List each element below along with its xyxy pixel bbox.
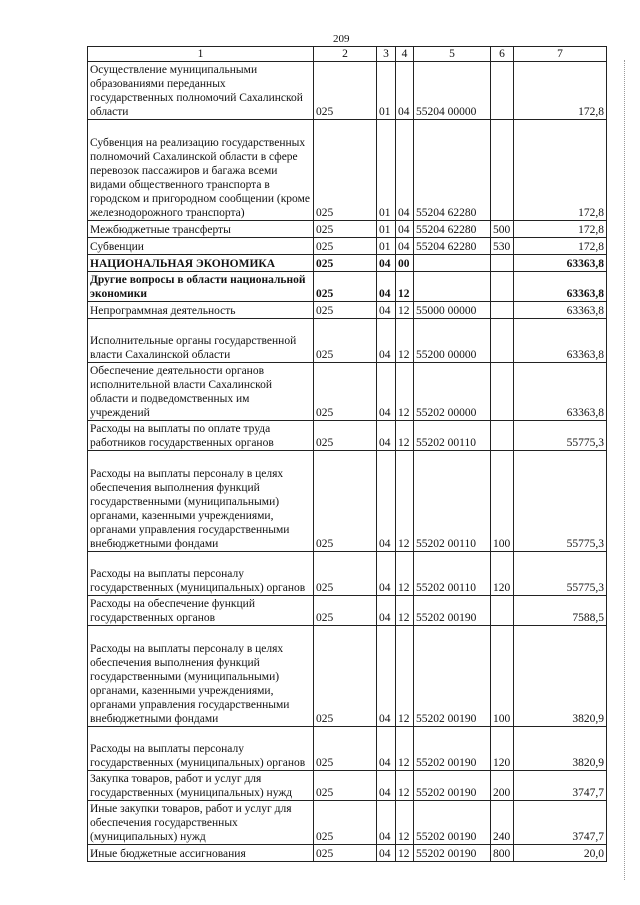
col-header-subsection: 4 [396,47,414,62]
cell-amount: 172,8 [514,238,607,255]
table-row [88,255,607,272]
cell-name: Расходы на обеспечение функций государственных органов [88,596,314,626]
table-row [88,120,607,221]
cell-ministry-code: 025 [314,319,377,363]
table-row [88,451,607,552]
cell-subsection: 12 [396,363,414,421]
table-row [88,801,607,845]
col-header-ministry: 2 [314,47,377,62]
cell-name: Другие вопросы в области национальной экономики [88,272,314,302]
cell-subsection: 12 [396,319,414,363]
cell-expense-type: 200 [491,771,514,801]
cell-name: Обеспечение деятельности органов исполнительной власти Сахалинской области и подведомственных им учреждений [88,363,314,421]
cell-amount: 172,8 [514,62,607,120]
cell-target-article: 55202 00190 [414,596,491,626]
col-header-name: 1 [88,47,314,62]
cell-ministry-code: 025 [314,221,377,238]
cell-name: Субвенция на реализацию государственных полномочий Сахалинской области в сфере перевозок пассажиров и багажа всеми видами общественного транспорта в городском и пригородном сообщении (кроме железнодорожного транспорта) [88,120,314,221]
cell-expense-type [491,421,514,451]
cell-amount: 63363,8 [514,272,607,302]
cell-ministry-code: 025 [314,255,377,272]
cell-section: 01 [377,62,396,120]
cell-subsection: 12 [396,727,414,771]
table-row [88,62,607,120]
table-row [88,363,607,421]
cell-subsection: 00 [396,255,414,272]
cell-amount: 63363,8 [514,302,607,319]
header-row [88,47,607,62]
cell-name: Субвенции [88,238,314,255]
cell-ministry-code: 025 [314,120,377,221]
cell-target-article: 55202 00190 [414,727,491,771]
table-row [88,596,607,626]
cell-section: 04 [377,272,396,302]
col-header-target-article: 5 [414,47,491,62]
cell-target-article: 55202 00110 [414,421,491,451]
cell-amount: 7588,5 [514,596,607,626]
cell-ministry-code: 025 [314,451,377,552]
cell-expense-type: 120 [491,552,514,596]
cell-subsection: 04 [396,62,414,120]
cell-ministry-code: 025 [314,771,377,801]
cell-subsection: 04 [396,120,414,221]
cell-ministry-code: 025 [314,552,377,596]
cell-subsection: 04 [396,221,414,238]
table-row [88,221,607,238]
cell-section: 04 [377,626,396,727]
cell-expense-type [491,319,514,363]
cell-target-article: 55202 00000 [414,363,491,421]
cell-ministry-code: 025 [314,272,377,302]
cell-subsection: 04 [396,238,414,255]
cell-target-article: 55202 00190 [414,801,491,845]
cell-subsection: 12 [396,801,414,845]
cell-target-article: 55000 00000 [414,302,491,319]
cell-subsection: 12 [396,626,414,727]
cell-section: 04 [377,552,396,596]
cell-amount: 3747,7 [514,771,607,801]
cell-target-article: 55204 62280 [414,120,491,221]
cell-subsection: 12 [396,552,414,596]
cell-target-article: 55202 00110 [414,451,491,552]
cell-amount: 55775,3 [514,552,607,596]
cell-expense-type: 100 [491,626,514,727]
cell-section: 04 [377,255,396,272]
cell-expense-type [491,255,514,272]
cell-amount: 3820,9 [514,727,607,771]
cell-amount: 3820,9 [514,626,607,727]
cell-section: 04 [377,727,396,771]
cell-name: Иные бюджетные ассигнования [88,845,314,862]
cell-section: 04 [377,302,396,319]
cell-section: 04 [377,771,396,801]
budget-table [87,46,607,862]
page-number: 209 [333,33,350,45]
cell-amount: 172,8 [514,120,607,221]
table-row [88,552,607,596]
cell-ministry-code: 025 [314,727,377,771]
cell-section: 04 [377,363,396,421]
cell-subsection: 12 [396,421,414,451]
cell-section: 04 [377,319,396,363]
cell-expense-type: 800 [491,845,514,862]
table-row [88,302,607,319]
cell-target-article: 55204 62280 [414,238,491,255]
cell-amount: 3747,7 [514,801,607,845]
cell-expense-type: 240 [491,801,514,845]
cell-expense-type: 530 [491,238,514,255]
cell-name: Непрограммная деятельность [88,302,314,319]
table-row [88,238,607,255]
cell-amount: 172,8 [514,221,607,238]
scan-edge-marks [624,60,626,880]
cell-expense-type [491,302,514,319]
cell-name: Закупка товаров, работ и услуг для государственных (муниципальных) нужд [88,771,314,801]
cell-expense-type [491,272,514,302]
cell-subsection: 12 [396,272,414,302]
cell-subsection: 12 [396,845,414,862]
cell-ministry-code: 025 [314,363,377,421]
col-header-amount: 7 [514,47,607,62]
cell-subsection: 12 [396,771,414,801]
cell-amount: 20,0 [514,845,607,862]
cell-name: Осуществление муниципальными образованиями переданных государственных полномочий Сахалинской области [88,62,314,120]
cell-expense-type [491,62,514,120]
cell-expense-type: 120 [491,727,514,771]
table-row [88,626,607,727]
cell-ministry-code: 025 [314,596,377,626]
table-row [88,421,607,451]
cell-ministry-code: 025 [314,302,377,319]
cell-amount: 63363,8 [514,363,607,421]
cell-ministry-code: 025 [314,62,377,120]
cell-name: Исполнительные органы государственной власти Сахалинской области [88,319,314,363]
cell-section: 01 [377,238,396,255]
cell-name: НАЦИОНАЛЬНАЯ ЭКОНОМИКА [88,255,314,272]
cell-amount: 55775,3 [514,451,607,552]
cell-name: Расходы на выплаты персоналу государственных (муниципальных) органов [88,552,314,596]
cell-target-article: 55202 00190 [414,771,491,801]
cell-amount: 63363,8 [514,255,607,272]
cell-name: Расходы на выплаты персоналу в целях обеспечения выполнения функций государственными (муниципальными) органами, казенными учреждениями, органами управления государственными внебюджетными фондами [88,451,314,552]
cell-subsection: 12 [396,302,414,319]
cell-name: Расходы на выплаты по оплате труда работников государственных органов [88,421,314,451]
cell-section: 04 [377,596,396,626]
cell-name: Расходы на выплаты персоналу государственных (муниципальных) органов [88,727,314,771]
cell-target-article [414,272,491,302]
cell-ministry-code: 025 [314,801,377,845]
cell-section: 04 [377,451,396,552]
col-header-expense-type: 6 [491,47,514,62]
cell-target-article: 55204 62280 [414,221,491,238]
cell-expense-type [491,363,514,421]
cell-section: 04 [377,421,396,451]
cell-section: 01 [377,221,396,238]
cell-expense-type: 100 [491,451,514,552]
cell-section: 04 [377,845,396,862]
cell-ministry-code: 025 [314,845,377,862]
cell-target-article: 55204 00000 [414,62,491,120]
table-row [88,319,607,363]
col-header-section: 3 [377,47,396,62]
cell-ministry-code: 025 [314,238,377,255]
cell-subsection: 12 [396,451,414,552]
cell-amount: 55775,3 [514,421,607,451]
cell-target-article: 55200 00000 [414,319,491,363]
cell-section: 01 [377,120,396,221]
cell-expense-type [491,596,514,626]
table-row [88,771,607,801]
cell-target-article [414,255,491,272]
cell-target-article: 55202 00190 [414,626,491,727]
cell-ministry-code: 025 [314,626,377,727]
cell-target-article: 55202 00110 [414,552,491,596]
cell-name: Расходы на выплаты персоналу в целях обеспечения выполнения функций государственными (муниципальными) органами, казенными учреждениями, органами управления государственными внебюджетными фондами [88,626,314,727]
table-row [88,272,607,302]
cell-name: Межбюджетные трансферты [88,221,314,238]
cell-expense-type: 500 [491,221,514,238]
cell-amount: 63363,8 [514,319,607,363]
table-row [88,845,607,862]
cell-target-article: 55202 00190 [414,845,491,862]
cell-section: 04 [377,801,396,845]
cell-name: Иные закупки товаров, работ и услуг для обеспечения государственных (муниципальных) нужд [88,801,314,845]
cell-ministry-code: 025 [314,421,377,451]
cell-subsection: 12 [396,596,414,626]
table-row [88,727,607,771]
cell-expense-type [491,120,514,221]
